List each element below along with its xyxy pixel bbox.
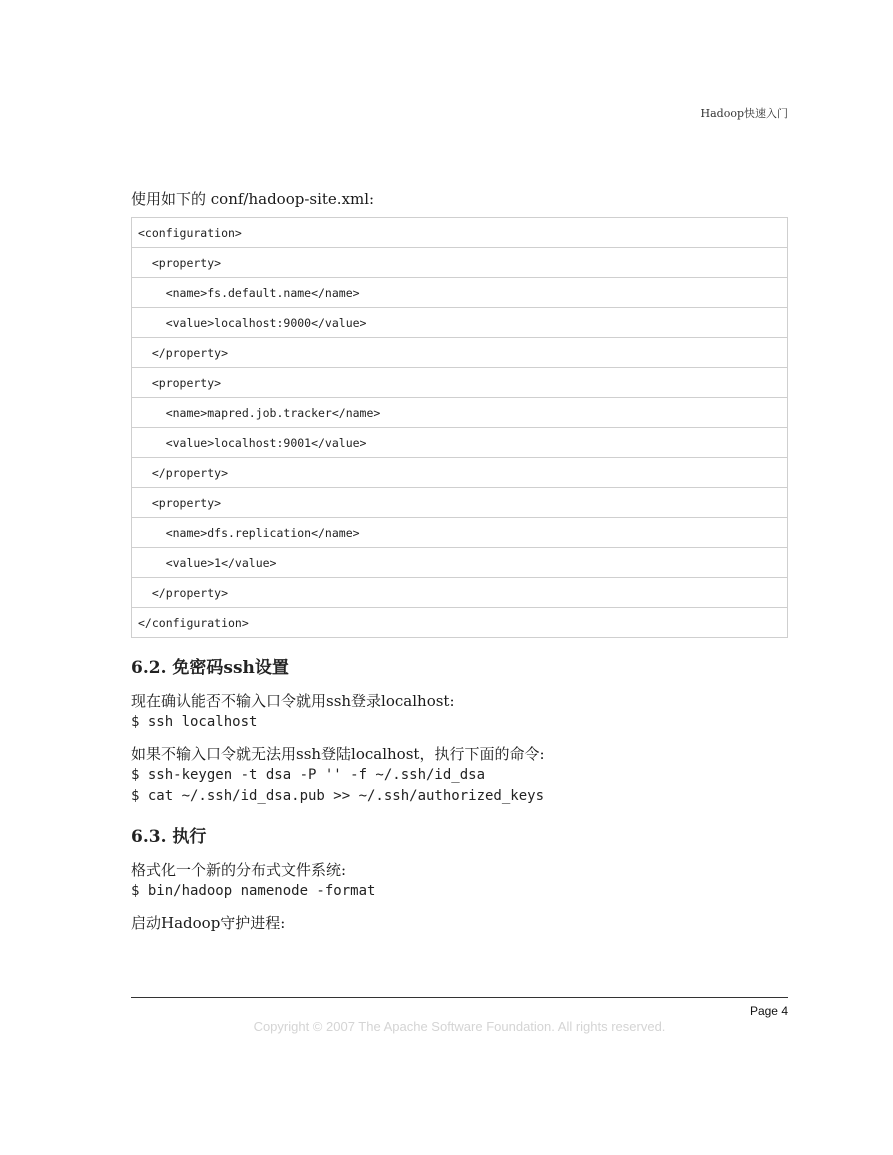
code-row xyxy=(132,578,788,608)
format-paragraph xyxy=(131,859,788,902)
code-row xyxy=(132,248,788,278)
code-row xyxy=(132,488,788,518)
format-text: 格式化一个新的分布式文件系统: xyxy=(131,861,347,879)
ssh-check-paragraph xyxy=(131,690,788,733)
code-row xyxy=(132,368,788,398)
code-line: <value>localhost:9000</value> xyxy=(132,308,788,338)
ssh-keygen-paragraph xyxy=(131,743,788,807)
code-line: <property> xyxy=(132,248,788,278)
ssh-check-text: 现在确认能否不输入口令就用ssh登录localhost: xyxy=(131,692,455,710)
start-daemon-text: 启动Hadoop守护进程: xyxy=(131,914,286,932)
code-row xyxy=(132,428,788,458)
code-line: </property> xyxy=(132,578,788,608)
section-title-exec: 6.3. 执行 xyxy=(131,827,207,847)
page-number: Page 4 xyxy=(749,1004,788,1018)
code-row xyxy=(132,608,788,638)
footer-divider xyxy=(131,997,788,998)
code-row xyxy=(132,338,788,368)
start-daemon-paragraph xyxy=(131,912,788,934)
code-line: <value>localhost:9001</value> xyxy=(132,428,788,458)
code-row xyxy=(132,458,788,488)
code-line: </configuration> xyxy=(132,608,788,638)
code-line: <configuration> xyxy=(132,218,788,248)
code-row xyxy=(132,548,788,578)
ssh-check-command: $ ssh localhost xyxy=(131,714,258,730)
page-content xyxy=(131,188,788,944)
code-row xyxy=(132,398,788,428)
code-line: </property> xyxy=(132,338,788,368)
code-line: </property> xyxy=(132,458,788,488)
code-line: <name>mapred.job.tracker</name> xyxy=(132,398,788,428)
format-command: $ bin/hadoop namenode -format xyxy=(131,883,376,899)
config-intro: 使用如下的 conf/hadoop-site.xml: xyxy=(131,190,375,208)
code-line: <name>dfs.replication</name> xyxy=(132,518,788,548)
code-row xyxy=(132,218,788,248)
code-row xyxy=(132,308,788,338)
section-title-ssh: 6.2. 免密码ssh设置 xyxy=(131,658,289,678)
ssh-keygen-command: $ ssh-keygen -t dsa -P '' -f ~/.ssh/id_dsa xyxy=(131,767,486,783)
config-code-table xyxy=(131,217,788,638)
code-row xyxy=(132,278,788,308)
running-header: Hadoop快速入门 xyxy=(700,107,788,120)
authorized-keys-command: $ cat ~/.ssh/id_dsa.pub >> ~/.ssh/authorized_keys xyxy=(131,788,545,804)
code-line: <name>fs.default.name</name> xyxy=(132,278,788,308)
code-row xyxy=(132,518,788,548)
code-line: <property> xyxy=(132,488,788,518)
code-line: <value>1</value> xyxy=(132,548,788,578)
code-line: <property> xyxy=(132,368,788,398)
ssh-keygen-text: 如果不输入口令就无法用ssh登陆localhost，执行下面的命令: xyxy=(131,745,545,763)
copyright-notice: Copyright © 2007 The Apache Software Foundation. All rights reserved. xyxy=(253,1019,666,1034)
